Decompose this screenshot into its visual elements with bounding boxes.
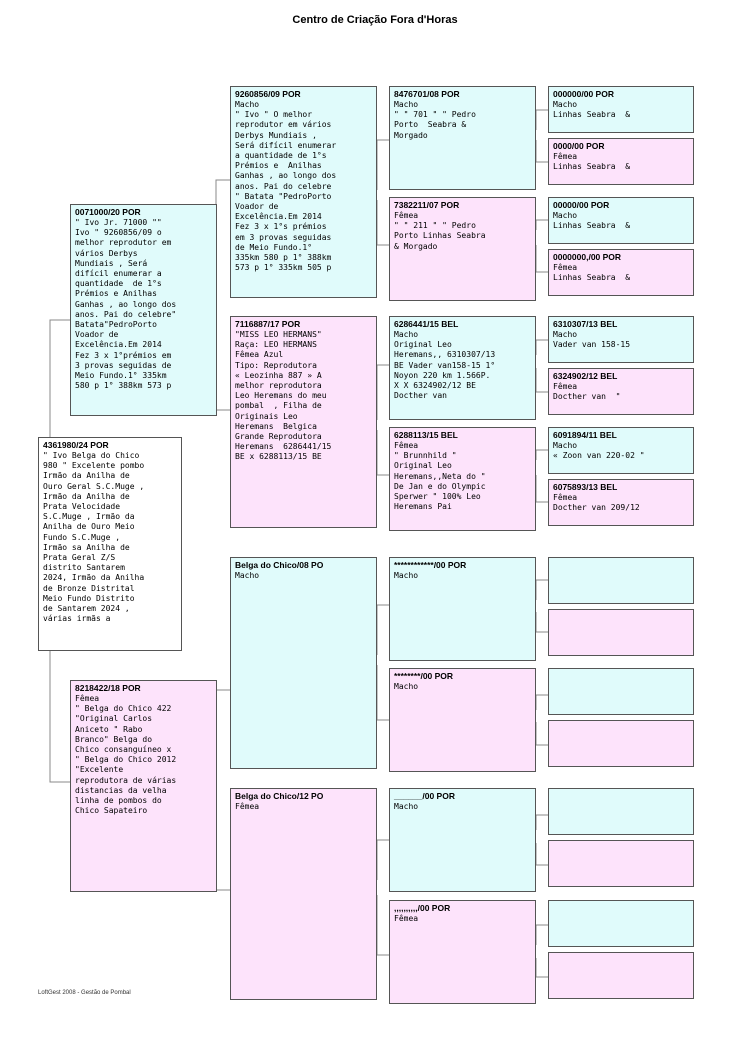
dam-sire-ring-id: Belga do Chico/08 PO: [235, 560, 324, 570]
gen4-card-4: [548, 249, 694, 296]
gen4-ring-id: 0000/00 POR: [553, 141, 605, 151]
dam-card: [70, 680, 217, 892]
dam-dam-card: [230, 788, 377, 1000]
page-title: Centro de Criação Fora d'Horas: [292, 14, 458, 26]
gen3-dss-ring-id: ************/00 POR: [394, 560, 467, 570]
gen3-sdd-ring-id: 6288113/15 BEL: [394, 430, 458, 440]
gen4-card-8: [548, 479, 694, 526]
dam-ring-id: 8218422/18 POR: [75, 683, 141, 693]
subject-card: [38, 437, 182, 651]
gen3-ddd-card: [389, 900, 536, 1004]
dam-sire-description: Macho: [235, 571, 260, 580]
gen4-card-6: [548, 368, 694, 415]
gen3-ssd-card: [389, 197, 536, 301]
gen4-empty-card: [548, 668, 694, 715]
gen3-sds-description: Macho Original Leo Heremans,, 6310307/13 BE Vader van158-15 1° Noyon 220 km 1.566P. X X 6324902/12 BE Docther van: [394, 330, 496, 401]
sire-description: " Ivo Jr. 71000 "" Ivo " 9260856/09 o melhor reprodutor em vários Derbys Mundiais , Será difícil enumerar a quantidade de 1°s Prémios e Anilhas Ganhas , ao longo dos anos. Pai do celebre" Batata"PedroPorto Voador de Excelência.Em 2014 Fez 3 x 1°prémios em 3 provas seguidas de Meio Fundo.1° 335km 580 p 1° 388km 573 p: [75, 218, 177, 391]
sire-sire-ring-id: 9260856/09 POR: [235, 89, 301, 99]
sire-card: [70, 204, 217, 416]
gen4-description: Fêmea Linhas Seabra &: [553, 152, 631, 172]
gen4-description: Macho Vader van 158-15: [553, 330, 631, 350]
dam-sire-card: [230, 557, 377, 769]
gen4-empty-card: [548, 788, 694, 835]
gen3-dsd-ring-id: ********/00 POR: [394, 671, 454, 681]
gen4-empty-card: [548, 952, 694, 999]
gen3-sss-card: [389, 86, 536, 190]
footer-text: LoftGest 2008 - Gestão de Pombal: [38, 990, 131, 996]
gen3-dds-description: Macho: [394, 802, 419, 811]
gen4-card-2: [548, 138, 694, 185]
sire-dam-card: [230, 316, 377, 528]
gen4-description: Fêmea Linhas Seabra &: [553, 263, 631, 283]
gen4-empty-card: [548, 609, 694, 656]
gen4-ring-id: 000000/00 POR: [553, 89, 614, 99]
subject-ring-id: 4361980/24 POR: [43, 440, 109, 450]
gen4-empty-card: [548, 900, 694, 947]
gen3-ssd-ring-id: 7382211/07 POR: [394, 200, 460, 210]
gen4-description: Macho Linhas Seabra &: [553, 100, 631, 120]
gen4-ring-id: 6091894/11 BEL: [553, 430, 617, 440]
subject-description: " Ivo Belga do Chico 980 " Excelente pombo Irmão da Anilha de Ouro Geral S.C.Muge , Irmão da Anilha de Prata Velocidade S.C.Muge , Irmão da Anilha de Ouro Meio Fundo S.C.Muge , Irmão sa Anilha de Prata Geral Z/S distrito Santarem 2024, Irmão da Anilha de Bronze Distrital Meio Fundo Distrito de Santarem 2024 , várias irmãs a: [43, 451, 145, 624]
gen3-sdd-card: [389, 427, 536, 531]
gen4-card-3: [548, 197, 694, 244]
gen4-card-5: [548, 316, 694, 363]
gen3-sds-card: [389, 316, 536, 420]
gen4-description: Fêmea Docther van 209/12: [553, 493, 640, 513]
gen3-dds-ring-id: ______/00 POR: [394, 791, 455, 801]
gen4-empty-card: [548, 840, 694, 887]
gen3-sdd-description: Fêmea " Brunnhild " Original Leo Heremans,,Neta do " De Jan e do Olympic Sperwer " 100% Leo Heremans Pai: [394, 441, 486, 512]
gen4-card-7: [548, 427, 694, 474]
gen3-ddd-description: Fêmea: [394, 914, 419, 923]
gen4-description: Fêmea Docther van ": [553, 382, 621, 402]
gen4-empty-card: [548, 720, 694, 767]
gen3-ssd-description: Fêmea " " 211 " " Pedro Porto Linhas Seabra & Morgado: [394, 211, 486, 251]
gen4-ring-id: 00000/00 POR: [553, 200, 610, 210]
gen3-sss-ring-id: 8476701/08 POR: [394, 89, 460, 99]
gen4-empty-card: [548, 557, 694, 604]
gen3-dss-card: [389, 557, 536, 661]
dam-dam-ring-id: Belga do Chico/12 PO: [235, 791, 324, 801]
gen3-sss-description: Macho " " 701 " " Pedro Porto Seabra & Morgado: [394, 100, 476, 140]
sire-sire-description: Macho " Ivo " O melhor reprodutor em vários Derbys Mundiais , Será difícil enumerar a quantidade de 1°s Prémios e Anilhas Ganhas , ao longo dos anos. Pai do celebre " Batata "PedroPorto Voador de Excelência.Em 2014 Fez 3 x 1°s prémios em 3 provas seguidas de Meio Fundo.1° 335km 580 p 1° 388km 573 p 1° 335km 505 p: [235, 100, 337, 273]
gen4-ring-id: 6324902/12 BEL: [553, 371, 618, 381]
dam-description: Fêmea " Belga do Chico 422 "Original Carlos Aniceto " Rabo Branco" Belga do Chico consanguíneo x " Belga do Chico 2012 "Excelente reprodutora de várias distancias da velha linha de pombos do Chico Sapateiro: [75, 694, 177, 816]
gen4-ring-id: 6310307/13 BEL: [553, 319, 618, 329]
sire-sire-card: [230, 86, 377, 298]
dam-dam-description: Fêmea: [235, 802, 260, 811]
gen3-dss-description: Macho: [394, 571, 419, 580]
gen3-dds-card: [389, 788, 536, 892]
gen4-card-1: [548, 86, 694, 133]
gen3-dsd-card: [389, 668, 536, 772]
sire-dam-ring-id: 7116887/17 POR: [235, 319, 301, 329]
sire-dam-description: "MISS LEO HERMANS" Raça: LEO HERMANS Fêmea Azul Tipo: Reprodutora « Leozinha 887 » A melhor reprodutora Leo Heremans do meu pombal , Filha de Originais Leo Heremans Belgica Grande Reprodutora Heremans 6286441/15 BE x 6288113/15 BE: [235, 330, 332, 462]
gen3-sds-ring-id: 6286441/15 BEL: [394, 319, 459, 329]
sire-ring-id: 0071000/20 POR: [75, 207, 141, 217]
gen3-ddd-ring-id: ,,,,,,,,,,/00 POR: [394, 903, 451, 913]
gen4-ring-id: 6075893/13 BEL: [553, 482, 618, 492]
gen3-dsd-description: Macho: [394, 682, 419, 691]
gen4-description: Macho Linhas Seabra &: [553, 211, 631, 231]
gen4-ring-id: 0000000,/00 POR: [553, 252, 622, 262]
gen4-description: Macho « Zoon van 220-02 ": [553, 441, 645, 461]
